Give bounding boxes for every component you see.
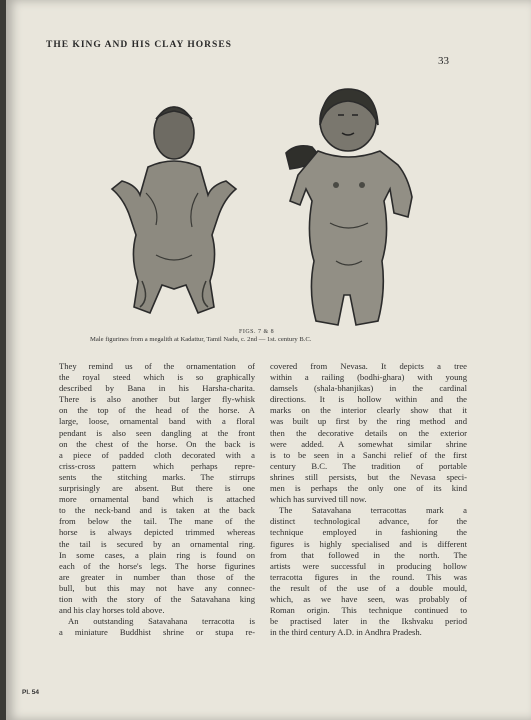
text-line: figures is highly specialised and is different bbox=[270, 538, 467, 549]
text-line: directions. It is hollow within and the bbox=[270, 394, 467, 405]
text-line: damsels (shala-bhanjikas) in the cardinal bbox=[270, 383, 467, 394]
text-line: criss-cross pattern which perhaps repre- bbox=[59, 460, 255, 471]
text-line: An outstanding Satavahana terracotta is bbox=[68, 616, 255, 627]
figurine-illustrations bbox=[86, 85, 446, 335]
text-line: from below the tail. The mane of the bbox=[59, 516, 255, 527]
text-column-left bbox=[59, 361, 255, 638]
text-line: the result of the use of a double mould, bbox=[270, 582, 467, 593]
text-line: technique employed in fashioning the bbox=[270, 527, 467, 538]
text-line: which has survived till now. bbox=[270, 494, 367, 505]
text-line: In some cases, a plain ring is found on bbox=[59, 549, 255, 560]
text-line: century B.C. The tradition of portable bbox=[270, 460, 467, 471]
text-line: men is perhaps the only one of its kind bbox=[270, 483, 467, 494]
text-line: are greater in number than those of the bbox=[59, 571, 255, 582]
text-line: The Satavahana terracottas mark a bbox=[279, 505, 467, 516]
text-line: There is also another but larger fly-whisk bbox=[59, 394, 255, 405]
figure-caption: Male figurines from a megalith at Kadattur, Tamil Nadu, c. 2nd — 1st. century B.C. bbox=[90, 336, 312, 343]
text-line: more ornamental band which is attached bbox=[59, 494, 255, 505]
text-line: tion with the story of the Satavahana king bbox=[59, 593, 255, 604]
text-line: then the decorative details on the exterior bbox=[270, 427, 467, 438]
text-line: be practised later in the Ikshvaku period bbox=[270, 616, 467, 627]
text-line: a piece of padded cloth decorated with a bbox=[59, 449, 255, 460]
text-line: in the third century A.D. in Andhra Pradesh. bbox=[270, 627, 422, 638]
plate-reference: Pl. 54 bbox=[22, 689, 39, 696]
text-line: which, as we have seen, was probably of bbox=[270, 593, 467, 604]
text-line: Roman origin. This technique continued to bbox=[270, 605, 467, 616]
text-line: terracotta figures in the round. This was bbox=[270, 571, 467, 582]
figurine-left bbox=[112, 107, 236, 313]
text-line: described by Bana in his Harsha-charita. bbox=[59, 383, 255, 394]
text-line: distinct technological advance, for the bbox=[270, 516, 467, 527]
text-line: bull, but this may not have any connec- bbox=[59, 582, 255, 593]
text-line: large, loose, ornamental band with a floral bbox=[59, 416, 255, 427]
text-line: and his clay horses told above. bbox=[59, 605, 165, 616]
figure-label: FIGS. 7 & 8 bbox=[239, 329, 275, 335]
text-line: shrines still persists, but the Nevasa speci- bbox=[270, 471, 467, 482]
text-line: surprisingly are absent. But there is one bbox=[59, 483, 255, 494]
text-line: on the chest of the horse. On the back is bbox=[59, 438, 255, 449]
text-line: each of the horse's legs. The horse figurines bbox=[59, 560, 255, 571]
figurine-right bbox=[286, 89, 412, 325]
text-line: horse is always depicted trimmed whereas bbox=[59, 527, 255, 538]
text-line: sents the stitching marks. The stirrups bbox=[59, 471, 255, 482]
text-line: is to be seen in a Sanchi relief of the first bbox=[270, 449, 467, 460]
text-line: were added. A somewhat similar shrine bbox=[270, 438, 467, 449]
text-line: from that followed in the north. The bbox=[270, 549, 467, 560]
running-head: THE KING AND HIS CLAY HORSES bbox=[46, 40, 232, 50]
text-line: marks on the interior clearly show that it bbox=[270, 405, 467, 416]
text-line: was built up first by the ring method and bbox=[270, 416, 467, 427]
text-line: within a railing (bodhi-ghara) with young bbox=[270, 372, 467, 383]
text-line: artists were successful in producing hollow bbox=[270, 560, 467, 571]
text-line: to the neck-band and is taken at the back bbox=[59, 505, 255, 516]
book-page bbox=[6, 0, 531, 720]
text-line: on the top of the head of the horse. A bbox=[59, 405, 255, 416]
text-column-right bbox=[270, 361, 467, 638]
page-number: 33 bbox=[438, 55, 449, 67]
text-line: a miniature Buddhist shrine or stupa re- bbox=[59, 627, 255, 638]
text-line: covered from Nevasa. It depicts a tree bbox=[270, 361, 467, 371]
text-line: They remind us of the ornamentation of bbox=[59, 361, 255, 371]
text-line: the royal steed which is so graphically bbox=[59, 372, 255, 383]
text-line: the tail is secured by an ornamental ring. bbox=[59, 538, 255, 549]
text-line: pendant is also seen dangling at the front bbox=[59, 427, 255, 438]
